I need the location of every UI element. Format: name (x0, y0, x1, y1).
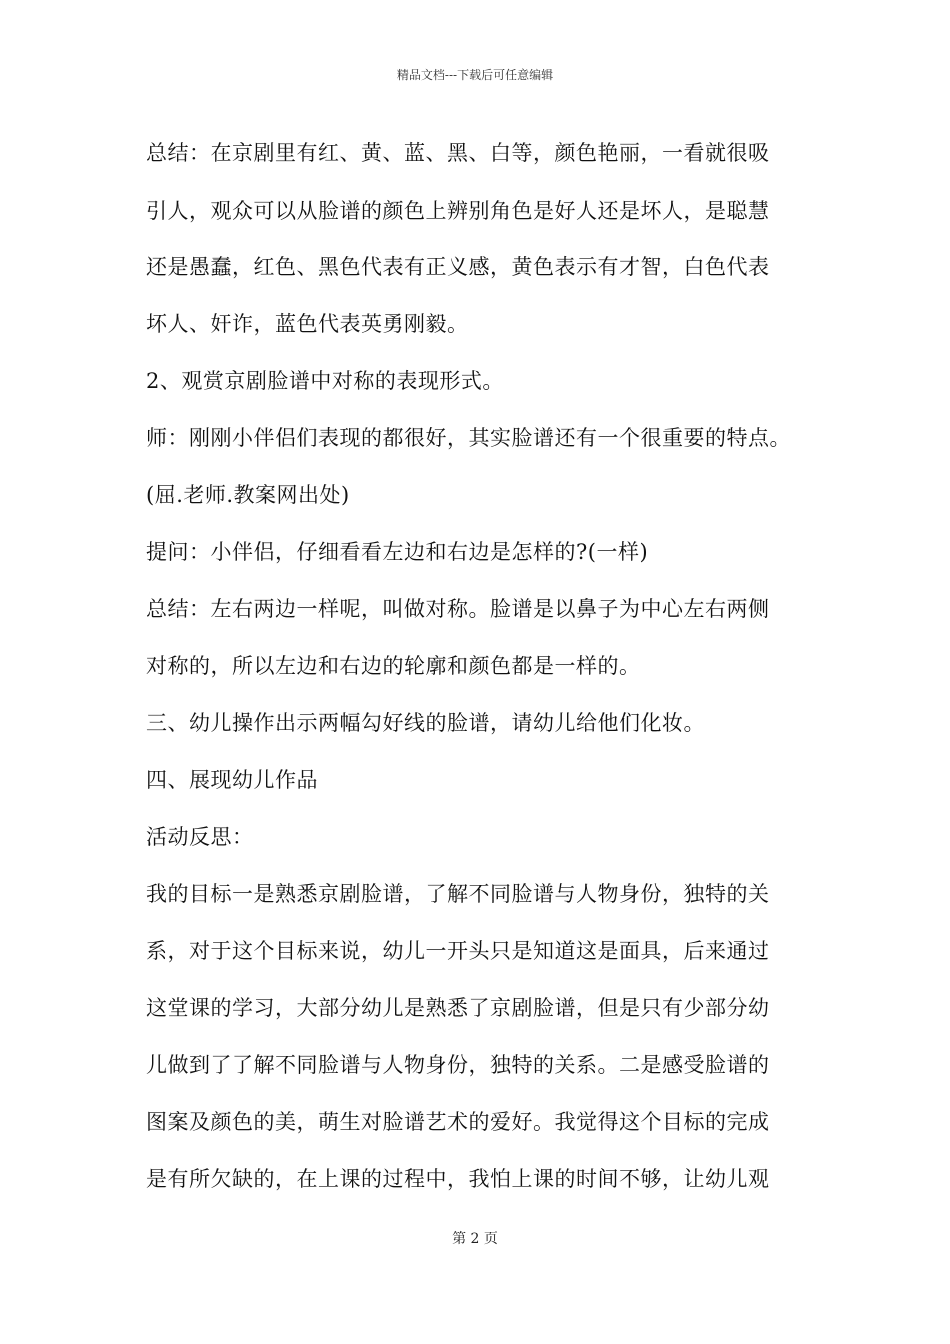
body-line: 总结：左右两边一样呢，叫做对称。脸谱是以鼻子为中心左右两侧 (146, 597, 770, 621)
body-line: 活动反思： (146, 825, 254, 849)
body-line: 四、展现幼儿作品 (146, 768, 318, 792)
body-line: 还是愚蠢，红色、黑色代表有正义感，黄色表示有才智，白色代表 (146, 255, 770, 279)
body-line: 这堂课的学习，大部分幼儿是熟悉了京剧脸谱，但是只有少部分幼 (146, 996, 770, 1020)
body-line: 我的目标一是熟悉京剧脸谱，了解不同脸谱与人物身份，独特的关 (146, 882, 770, 906)
page-header: 精品文档---下载后可任意编辑 (396, 68, 554, 82)
body-line: 2、观赏京剧脸谱中对称的表现形式。 (146, 369, 504, 393)
body-line: 儿做到了了解不同脸谱与人物身份，独特的关系。二是感受脸谱的 (146, 1053, 770, 1077)
body-line: 对称的，所以左边和右边的轮廓和颜色都是一样的。 (146, 654, 641, 678)
body-line: (屈.老师.教案网出处) (146, 483, 350, 507)
body-line: 总结：在京剧里有红、黄、蓝、黑、白等，颜色艳丽，一看就很吸 (146, 141, 770, 165)
body-line: 坏人、奸诈，蓝色代表英勇刚毅。 (146, 312, 469, 336)
body-line: 引人，观众可以从脸谱的颜色上辨别角色是好人还是坏人，是聪慧 (146, 199, 770, 223)
body-line: 提问：小伴侣，仔细看看左边和右边是怎样的?(一样) (146, 540, 649, 564)
body-line: 师：刚刚小伴侣们表现的都很好，其实脸谱还有一个很重要的特点。 (146, 426, 791, 450)
body-line: 是有所欠缺的，在上课的过程中，我怕上课的时间不够，让幼儿观 (146, 1167, 770, 1191)
body-line: 图案及颜色的美，萌生对脸谱艺术的爱好。我觉得这个目标的完成 (146, 1110, 770, 1134)
body-line: 系，对于这个目标来说，幼儿一开头只是知道这是面具，后来通过 (146, 939, 770, 963)
body-line: 三、幼儿操作出示两幅勾好线的脸谱，请幼儿给他们化妆。 (146, 711, 705, 735)
page-number: 第 2 页 (452, 1231, 498, 1247)
